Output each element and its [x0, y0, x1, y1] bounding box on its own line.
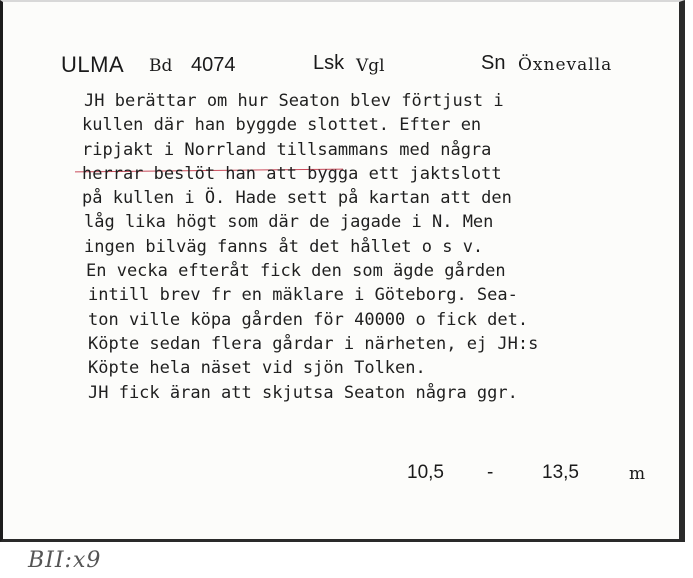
text-line: ton ville köpa gården för 40000 o fick det. [88, 309, 529, 330]
volume-prefix: Bd [149, 56, 173, 76]
text-line: JH berättar om hur Seaton blev förtjust i [84, 91, 504, 111]
measurement-row [407, 462, 677, 490]
text-line: låg lika högt som där de jagade i N. Men [84, 212, 494, 233]
measurement-separator: - [487, 462, 494, 483]
measurement-unit: m [629, 464, 646, 484]
archive-code: ULMA [61, 52, 125, 77]
text-line: ripjakt i Norrland tillsammans med några [82, 139, 492, 160]
province-name: Vgl [356, 56, 385, 76]
text-line: Köpte hela näset vid sjön Tolken. [88, 358, 426, 379]
text-line: ingen bilväg fanns åt det hållet o s v. [84, 236, 484, 257]
volume-number: 4074 [191, 54, 236, 76]
handwritten-catalog-note: BII:x9 [28, 548, 102, 573]
parish-name: Öxnevalla [518, 55, 613, 75]
measurement-from: 10,5 [407, 462, 444, 483]
text-line: kullen där han byggde slottet. Efter en [82, 115, 482, 136]
text-line: på kullen i Ö. Hade sett på kartan att den [82, 188, 512, 209]
card-body-text [82, 89, 682, 405]
text-line: intill brev fr en mäklare i Göteborg. Sea- [88, 285, 518, 306]
text-line: herrar beslöt han att bygga ett jaktslott [82, 163, 502, 184]
parish-prefix: Sn [481, 52, 506, 74]
card-header [61, 52, 661, 84]
province-prefix: Lsk [313, 52, 345, 74]
text-line: JH fick äran att skjutsa Seaton några ggr. [88, 382, 518, 403]
text-line: En vecka efteråt fick den som ägde gården [86, 261, 506, 282]
text-line: Köpte sedan flera gårdar i närheten, ej JH:s [88, 333, 539, 354]
measurement-to: 13,5 [542, 462, 579, 483]
